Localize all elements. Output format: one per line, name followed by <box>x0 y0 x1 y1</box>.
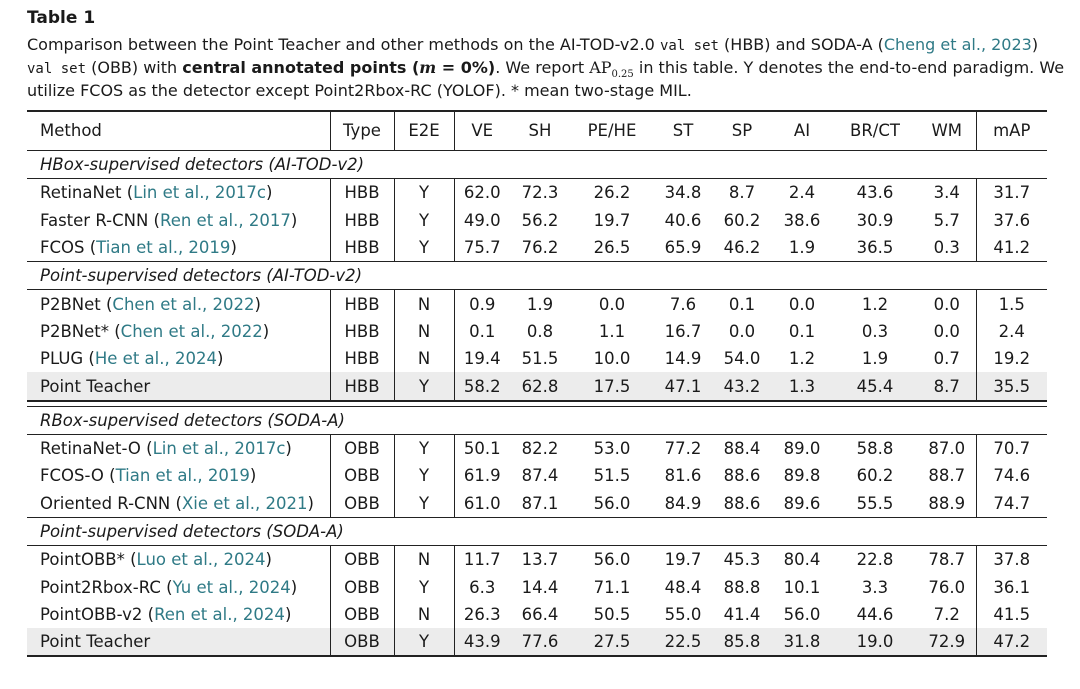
value-cell: 3.3 <box>861 577 889 597</box>
value-cell: 19.4 <box>463 349 501 369</box>
value-cell: 53.0 <box>570 434 654 462</box>
citation-link[interactable]: Lin et al., 2017c <box>152 439 286 459</box>
value-cell: 26.2 <box>570 179 654 207</box>
method-name: PointOBB* <box>40 550 125 570</box>
column-header: ST <box>654 111 712 151</box>
e2e-cell: Y <box>394 628 454 656</box>
column-header: BR/CT <box>832 111 918 151</box>
value-cell: 65.9 <box>664 238 702 258</box>
e2e-cell: Y <box>394 234 454 262</box>
e2e-cell: Y <box>394 490 454 518</box>
type-cell: HBB <box>330 234 394 262</box>
column-header: SP <box>712 111 772 151</box>
value-cell: 36.5 <box>856 238 894 258</box>
value-cell: 54.0 <box>723 349 761 369</box>
method-cell: Oriented R-CNN (Xie et al., 2021) <box>27 490 330 518</box>
value-cell: 0.9 <box>454 290 510 318</box>
method-cell <box>27 628 330 656</box>
value-cell: 78.7 <box>918 546 976 574</box>
value-cell: 51.5 <box>521 349 559 369</box>
citation-link[interactable]: Xie et al., 2021 <box>181 493 308 513</box>
map-cell: 31.7 <box>976 179 1047 207</box>
value-cell: 58.2 <box>454 372 510 400</box>
value-cell: 2.4 <box>772 179 832 207</box>
value-cell: 48.4 <box>664 577 702 597</box>
column-header: Method <box>27 111 330 151</box>
type-cell: OBB <box>330 573 394 600</box>
citation-link[interactable]: Tian et al., 2019 <box>115 466 250 486</box>
method-name: Faster R-CNN <box>40 210 149 230</box>
value-cell: 43.6 <box>832 179 918 207</box>
value-cell: 88.8 <box>723 577 761 597</box>
map-cell: 35.5 <box>976 372 1047 400</box>
value-cell: 13.7 <box>510 546 570 574</box>
value-cell: 87.1 <box>521 493 559 513</box>
method-cell <box>27 372 330 400</box>
value-cell: 61.0 <box>463 493 501 513</box>
value-cell: 82.2 <box>510 434 570 462</box>
method-cell: Point2Rbox-RC (Yu et al., 2024) <box>27 573 330 600</box>
value-cell: 87.4 <box>521 466 559 486</box>
value-cell: 56.2 <box>521 210 559 230</box>
value-cell: 0.3 <box>861 321 889 341</box>
value-cell: 11.7 <box>454 546 510 574</box>
value-cell: 19.0 <box>832 628 918 656</box>
section-title: HBox-supervised detectors (AI-TOD-v2) <box>27 151 1047 179</box>
value-cell: 49.0 <box>463 210 501 230</box>
value-cell: 43.9 <box>454 628 510 656</box>
value-cell: 89.0 <box>772 434 832 462</box>
value-cell: 62.0 <box>454 179 510 207</box>
column-header: WM <box>918 111 976 151</box>
map-cell: 74.7 <box>993 493 1031 513</box>
table-row <box>27 234 1047 262</box>
method-name: P2BNet* <box>40 321 109 341</box>
value-cell: 6.3 <box>469 577 496 597</box>
value-cell: 22.5 <box>654 628 712 656</box>
section-header-row <box>27 262 1047 290</box>
map-cell: 41.2 <box>993 238 1031 258</box>
value-cell: 88.6 <box>723 493 761 513</box>
value-cell: 30.9 <box>856 210 894 230</box>
column-header: E2E <box>394 111 454 151</box>
value-cell: 17.5 <box>570 372 654 400</box>
value-cell: 1.9 <box>510 290 570 318</box>
results-table <box>27 110 1047 657</box>
e2e-cell: N <box>394 546 454 574</box>
value-cell: 14.9 <box>664 349 702 369</box>
section-title: Point-supervised detectors (SODA-A) <box>27 517 1047 545</box>
value-cell: 56.0 <box>593 493 631 513</box>
method-name: Point Teacher <box>40 376 151 396</box>
e2e-cell: Y <box>394 207 454 234</box>
type-cell: OBB <box>330 628 394 656</box>
e2e-cell: Y <box>394 372 454 400</box>
method-cell: RetinaNet (Lin et al., 2017c) <box>27 179 330 207</box>
type-cell: HBB <box>330 318 394 345</box>
value-cell: 1.2 <box>832 290 918 318</box>
type-cell: OBB <box>330 601 394 628</box>
e2e-cell: N <box>394 601 454 628</box>
value-cell: 1.1 <box>598 321 626 341</box>
value-cell: 0.0 <box>772 290 832 318</box>
column-header: Type <box>330 111 394 151</box>
value-cell: 0.1 <box>712 290 772 318</box>
citation-link[interactable]: He et al., 2024 <box>94 349 217 369</box>
value-cell: 16.7 <box>664 321 702 341</box>
e2e-cell: Y <box>394 179 454 207</box>
type-cell: HBB <box>330 290 394 318</box>
value-cell: 51.5 <box>593 466 631 486</box>
value-cell: 87.0 <box>918 434 976 462</box>
citation-link[interactable]: Luo et al., 2024 <box>136 550 266 570</box>
method-name: Oriented R-CNN <box>40 493 171 513</box>
value-cell: 72.9 <box>918 628 976 656</box>
value-cell: 34.8 <box>654 179 712 207</box>
value-cell: 0.7 <box>918 345 976 372</box>
value-cell: 61.9 <box>463 466 501 486</box>
table-row <box>27 490 1047 518</box>
caption-line-2 <box>27 56 1065 81</box>
table-row <box>27 601 1047 628</box>
method-name: RetinaNet-O <box>40 439 141 459</box>
value-cell: 72.3 <box>510 179 570 207</box>
value-cell: 0.0 <box>918 318 976 345</box>
value-cell: 0.0 <box>728 321 756 341</box>
e2e-cell: N <box>394 345 454 372</box>
table-row <box>27 318 1047 345</box>
caption-math-sub: 0.25 <box>611 69 634 81</box>
value-cell: 7.2 <box>918 601 976 628</box>
value-cell: 22.8 <box>832 546 918 574</box>
caption-text: (OBB) with <box>86 58 183 77</box>
column-header: AI <box>772 111 832 151</box>
e2e-cell: N <box>394 318 454 345</box>
section-title: RBox-supervised detectors (SODA-A) <box>27 406 1047 434</box>
value-cell: 26.5 <box>593 238 631 258</box>
caption-math-m: m <box>419 58 437 77</box>
value-cell: 19.7 <box>593 210 631 230</box>
value-cell: 76.0 <box>918 573 976 600</box>
map-cell: 36.1 <box>993 577 1031 597</box>
value-cell: 0.1 <box>788 321 816 341</box>
map-cell: 70.7 <box>976 434 1047 462</box>
map-cell: 47.2 <box>976 628 1047 656</box>
map-cell: 37.6 <box>993 210 1031 230</box>
value-cell: 47.1 <box>654 372 712 400</box>
value-cell: 0.3 <box>918 234 976 262</box>
e2e-cell: Y <box>394 434 454 462</box>
value-cell: 75.7 <box>463 238 501 258</box>
method-name: RetinaNet <box>40 183 122 203</box>
value-cell: 5.7 <box>918 207 976 234</box>
method-name: FCOS-O <box>40 466 104 486</box>
value-cell: 19.7 <box>654 546 712 574</box>
value-cell: 8.7 <box>918 372 976 400</box>
value-cell: 89.6 <box>783 493 821 513</box>
value-cell: 44.6 <box>856 604 894 624</box>
e2e-cell: N <box>394 290 454 318</box>
caption-text: (HBB) and SODA-A ( <box>718 35 884 54</box>
column-header: SH <box>510 111 570 151</box>
value-cell: 76.2 <box>521 238 559 258</box>
value-cell: 60.2 <box>856 466 894 486</box>
column-header: PE/HE <box>570 111 654 151</box>
value-cell: 77.6 <box>510 628 570 656</box>
method-cell: Faster R-CNN (Ren et al., 2017) <box>27 207 330 234</box>
value-cell: 77.2 <box>654 434 712 462</box>
e2e-cell: Y <box>394 462 454 489</box>
type-cell: HBB <box>330 372 394 400</box>
value-cell: 1.2 <box>788 349 816 369</box>
value-cell: 0.0 <box>918 290 976 318</box>
table-row <box>27 462 1047 489</box>
caption-citation-link[interactable]: Cheng et al., 2023 <box>883 35 1032 54</box>
value-cell: 58.8 <box>832 434 918 462</box>
method-cell: RetinaNet-O (Lin et al., 2017c) <box>27 434 330 462</box>
method-cell: P2BNet (Chen et al., 2022) <box>27 290 330 318</box>
method-cell: PointOBB-v2 (Ren et al., 2024) <box>27 601 330 628</box>
map-cell: 1.5 <box>976 290 1047 318</box>
section-header-row <box>27 517 1047 545</box>
method-cell: FCOS-O (Tian et al., 2019) <box>27 462 330 489</box>
method-name: P2BNet <box>40 294 101 314</box>
value-cell: 43.2 <box>712 372 772 400</box>
value-cell: 0.8 <box>526 321 554 341</box>
type-cell: HBB <box>330 179 394 207</box>
map-cell: 41.5 <box>993 604 1031 624</box>
caption-math-ap: AP <box>589 58 612 77</box>
value-cell: 55.0 <box>664 604 702 624</box>
value-cell: 88.4 <box>712 434 772 462</box>
value-cell: 81.6 <box>664 466 702 486</box>
section-header-row <box>27 406 1047 434</box>
value-cell: 85.8 <box>712 628 772 656</box>
value-cell: 7.6 <box>654 290 712 318</box>
caption-bold-text: = 0%) <box>436 58 496 77</box>
caption-bold <box>182 58 495 77</box>
type-cell: OBB <box>330 546 394 574</box>
table-row <box>27 434 1047 462</box>
caption-text: Comparison between the Point Teacher and other methods on the AI-TOD-v2.0 <box>27 35 660 54</box>
value-cell: 50.5 <box>593 604 631 624</box>
value-cell: 45.4 <box>832 372 918 400</box>
value-cell: 84.9 <box>664 493 702 513</box>
value-cell: 88.6 <box>723 466 761 486</box>
value-cell: 66.4 <box>521 604 559 624</box>
value-cell: 55.5 <box>856 493 894 513</box>
caption-text: ) <box>1031 35 1039 54</box>
value-cell: 3.4 <box>918 179 976 207</box>
caption-code: val set <box>659 38 719 54</box>
value-cell: 1.3 <box>772 372 832 400</box>
value-cell: 8.7 <box>712 179 772 207</box>
type-cell: OBB <box>330 434 394 462</box>
table-label: Table 1 <box>27 8 96 28</box>
value-cell: 56.0 <box>570 546 654 574</box>
citation-link[interactable]: Yu et al., 2024 <box>172 577 291 597</box>
method-name: Point Teacher <box>40 632 151 652</box>
citation-link[interactable]: Chen et al., 2022 <box>120 321 263 341</box>
section-header-row <box>27 151 1047 179</box>
value-cell: 60.2 <box>723 210 761 230</box>
table-caption <box>27 33 1065 102</box>
map-cell: 37.8 <box>976 546 1047 574</box>
type-cell: OBB <box>330 462 394 489</box>
citation-link[interactable]: Ren et al., 2017 <box>159 210 291 230</box>
value-cell: 10.0 <box>593 349 631 369</box>
table-row <box>27 573 1047 600</box>
table-row <box>27 628 1047 656</box>
caption-text: . We report <box>495 58 590 77</box>
value-cell: 14.4 <box>521 577 559 597</box>
value-cell: 0.0 <box>570 290 654 318</box>
method-cell: P2BNet* (Chen et al., 2022) <box>27 318 330 345</box>
value-cell: 88.7 <box>918 462 976 489</box>
caption-bold-text: central annotated points ( <box>182 58 420 77</box>
value-cell: 89.8 <box>783 466 821 486</box>
value-cell: 45.3 <box>712 546 772 574</box>
citation-link[interactable]: Lin et al., 2017c <box>133 183 266 203</box>
table-row <box>27 207 1047 234</box>
map-cell: 19.2 <box>993 349 1031 369</box>
value-cell: 46.2 <box>723 238 761 258</box>
method-name: Point2Rbox-RC <box>40 577 161 597</box>
value-cell: 1.9 <box>788 238 816 258</box>
type-cell: HBB <box>330 345 394 372</box>
value-cell: 10.1 <box>783 577 821 597</box>
value-cell: 56.0 <box>783 604 821 624</box>
table-row <box>27 290 1047 318</box>
table-header-row <box>27 111 1047 151</box>
method-name: PointOBB-v2 <box>40 604 143 624</box>
caption-line-3: utilize FCOS as the detector except Point2Rbox-RC (YOLOF). * mean two-stage MIL. <box>27 81 692 100</box>
method-cell: FCOS (Tian et al., 2019) <box>27 234 330 262</box>
column-header: mAP <box>976 111 1047 151</box>
method-cell: PointOBB* (Luo et al., 2024) <box>27 546 330 574</box>
type-cell: OBB <box>330 490 394 518</box>
citation-link[interactable]: Ren et al., 2024 <box>154 604 285 624</box>
value-cell: 71.1 <box>593 577 631 597</box>
value-cell: 0.1 <box>469 321 496 341</box>
citation-link[interactable]: Chen et al., 2022 <box>112 294 255 314</box>
e2e-cell: Y <box>394 573 454 600</box>
method-cell: PLUG (He et al., 2024) <box>27 345 330 372</box>
table-row <box>27 372 1047 400</box>
value-cell: 88.9 <box>918 490 976 518</box>
table-row <box>27 345 1047 372</box>
value-cell: 1.9 <box>861 349 889 369</box>
method-name: PLUG <box>40 349 84 369</box>
table-row <box>27 546 1047 574</box>
method-name: FCOS <box>40 238 85 258</box>
section-title: Point-supervised detectors (AI-TOD-v2) <box>27 262 1047 290</box>
value-cell: 31.8 <box>772 628 832 656</box>
caption-text: in this table. Y denotes the end-to-end paradigm. We <box>633 58 1065 77</box>
type-cell: HBB <box>330 207 394 234</box>
table-row <box>27 179 1047 207</box>
value-cell: 27.5 <box>570 628 654 656</box>
value-cell: 62.8 <box>510 372 570 400</box>
value-cell: 26.3 <box>463 604 501 624</box>
value-cell: 41.4 <box>723 604 761 624</box>
value-cell: 50.1 <box>454 434 510 462</box>
value-cell: 38.6 <box>783 210 821 230</box>
value-cell: 80.4 <box>772 546 832 574</box>
value-cell: 40.6 <box>664 210 702 230</box>
map-cell: 2.4 <box>998 321 1025 341</box>
citation-link[interactable]: Tian et al., 2019 <box>96 238 231 258</box>
column-header: VE <box>454 111 510 151</box>
caption-code: val set <box>27 61 87 77</box>
map-cell: 74.6 <box>993 466 1031 486</box>
caption-line-1 <box>27 33 1057 56</box>
